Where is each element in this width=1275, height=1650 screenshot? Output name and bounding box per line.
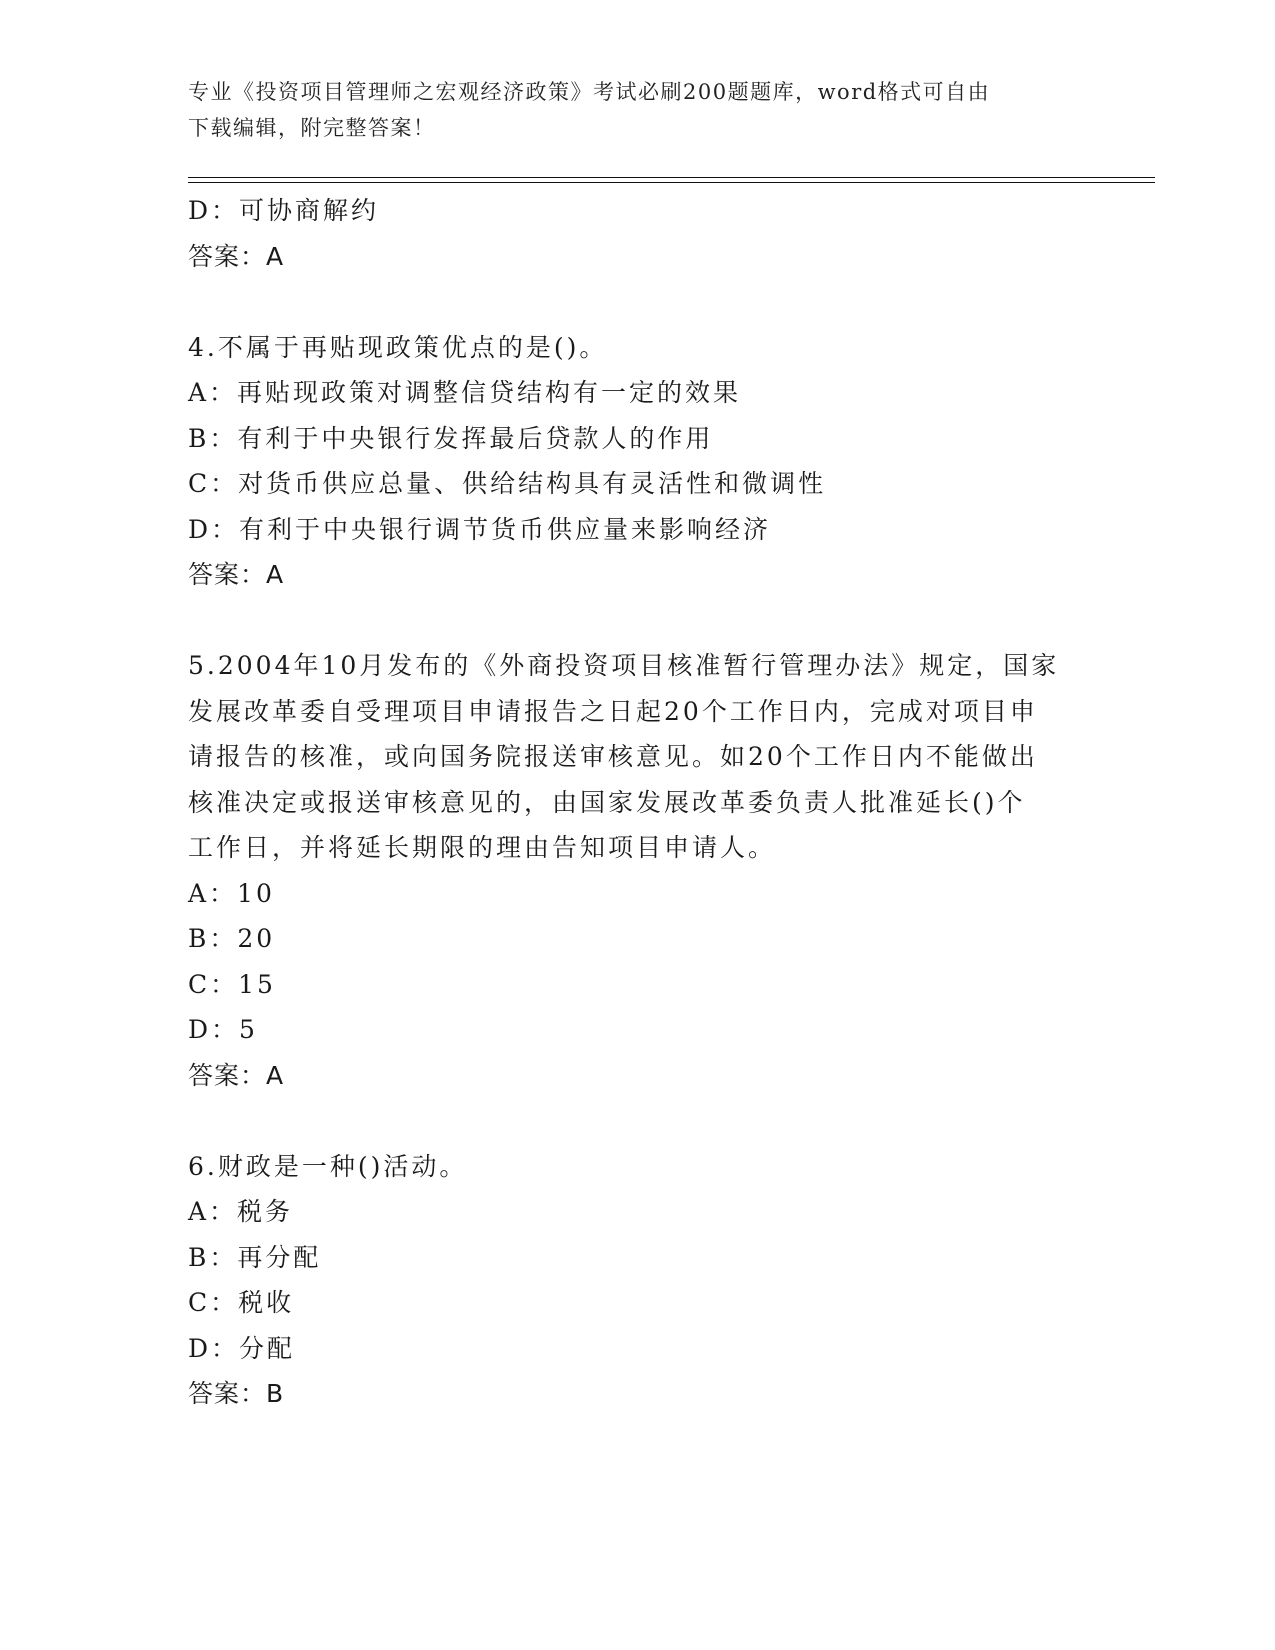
question-stem	[188, 643, 1088, 871]
header-divider-top	[188, 177, 1155, 178]
option-c: C：税收	[188, 1288, 295, 1317]
question-stem-line: 工作日，并将延长期限的理由告知项目申请人。	[188, 833, 777, 862]
option-a: A：再贴现政策对调整信贷结构有一定的效果	[188, 378, 742, 407]
option-d: D：有利于中央银行调节货币供应量来影响经济	[188, 514, 772, 544]
spacer	[188, 598, 1088, 644]
question-list	[188, 188, 1088, 1417]
option-a: A：税务	[188, 1197, 294, 1226]
question-5	[188, 643, 1088, 1098]
header-line-1: 专业《投资项目管理师之宏观经济政策》考试必刷200题题库，word格式可自由	[188, 80, 991, 104]
answer: 答案：A	[188, 241, 285, 271]
question-stem-line: 核准决定或报送审核意见的，由国家发展改革委负责人批准延长()个	[188, 787, 1026, 817]
header-line-2: 下载编辑，附完整答案！	[188, 116, 436, 140]
question-4	[188, 325, 1088, 598]
option-d: D：分配	[188, 1333, 296, 1363]
answer: 答案：B	[188, 1379, 285, 1408]
question-stem-line: 请报告的核准，或向国务院报送审核意见。如20个工作日内不能做出	[188, 742, 1038, 771]
option-b: B：再分配	[188, 1242, 322, 1272]
spacer	[188, 1098, 1088, 1144]
option-c: C：对货币供应总量、供给结构具有灵活性和微调性	[188, 469, 827, 498]
option-d: D：5	[188, 1015, 258, 1044]
option-b: B：有利于中央银行发挥最后贷款人的作用	[188, 423, 714, 453]
question-6	[188, 1144, 1088, 1417]
answer: 答案：A	[188, 560, 285, 589]
option-a: A：10	[188, 878, 275, 908]
question-stem-line: 5.2004年10月发布的《外商投资项目核准暂行管理办法》规定，国家	[188, 651, 1060, 680]
header-divider-bottom	[188, 182, 1155, 183]
question-stem-line: 发展改革委自受理项目申请报告之日起20个工作日内，完成对项目申	[188, 696, 1038, 726]
spacer	[188, 279, 1088, 325]
answer: 答案：A	[188, 1060, 285, 1090]
question-stem: 6.财政是一种()活动。	[188, 1151, 468, 1181]
option-d: D：可协商解约	[188, 196, 380, 225]
question-stem: 4.不属于再贴现政策优点的是()。	[188, 332, 608, 362]
document-header	[188, 74, 1068, 146]
option-b: B：20	[188, 924, 276, 953]
option-c: C：15	[188, 969, 276, 999]
question-3-tail	[188, 188, 1088, 279]
